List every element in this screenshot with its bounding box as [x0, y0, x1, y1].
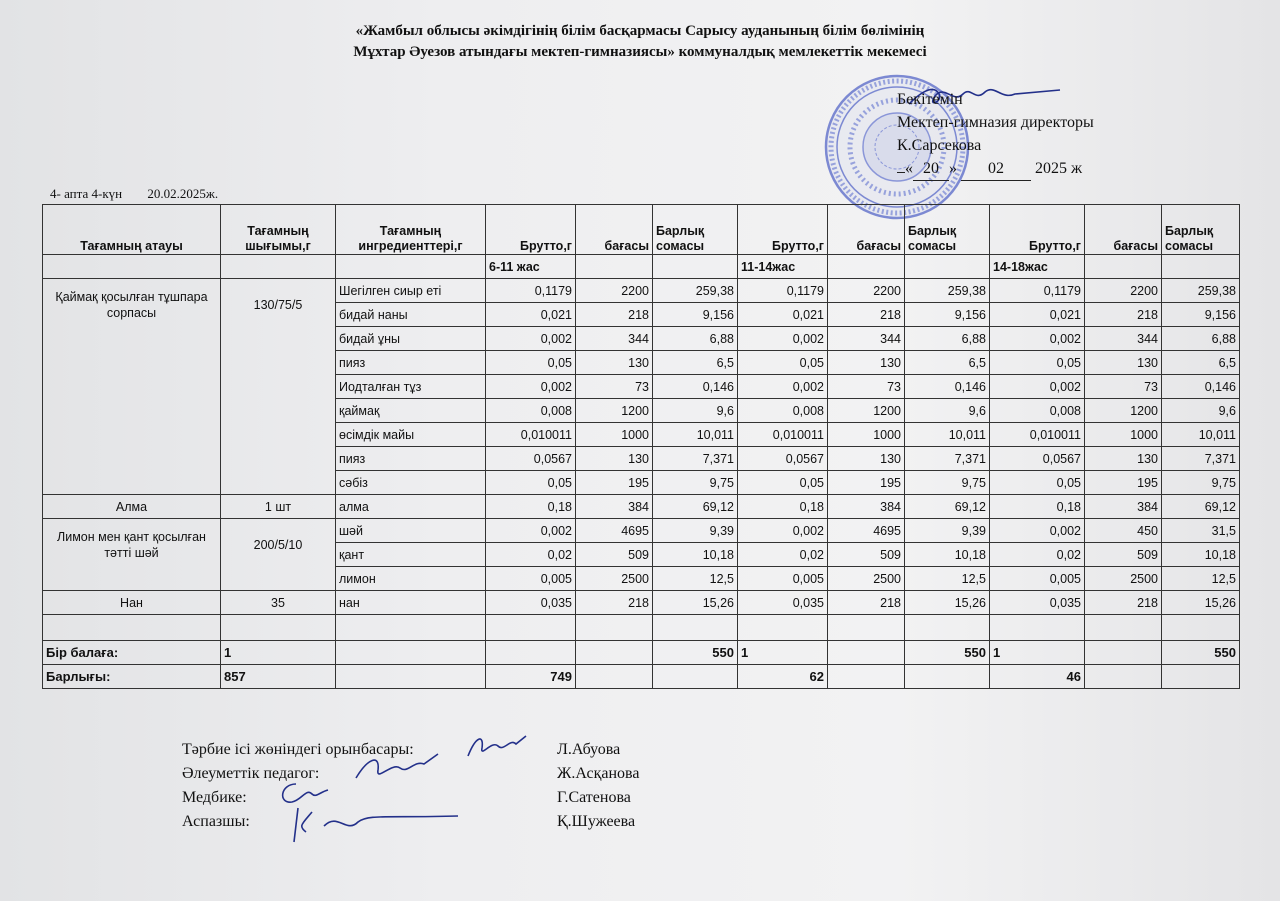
- value-cell: 9,6: [1162, 399, 1240, 423]
- value-cell: 12,5: [1162, 567, 1240, 591]
- value-cell: 10,18: [1162, 543, 1240, 567]
- value-cell: 0,05: [486, 351, 576, 375]
- value-cell: 15,26: [653, 591, 738, 615]
- value-cell: 384: [828, 495, 905, 519]
- table-row: [43, 519, 1240, 543]
- value-cell: 195: [576, 471, 653, 495]
- signer-name: Г.Сатенова: [557, 789, 631, 806]
- empty-cell: [576, 641, 653, 665]
- value-cell: 2500: [1085, 567, 1162, 591]
- value-cell: 9,39: [653, 519, 738, 543]
- value-cell: 9,75: [1162, 471, 1240, 495]
- value-cell: 0,008: [990, 399, 1085, 423]
- empty-cell: [486, 615, 576, 641]
- date-open-quote: «: [905, 160, 913, 177]
- value-cell: 1200: [576, 399, 653, 423]
- value-cell: 218: [828, 303, 905, 327]
- value-cell: 130: [1085, 447, 1162, 471]
- value-cell: 0,005: [486, 567, 576, 591]
- empty-cell: [336, 615, 486, 641]
- value-cell: 218: [576, 591, 653, 615]
- value-cell: 509: [828, 543, 905, 567]
- empty-cell: [1085, 665, 1162, 689]
- value-cell: 0,146: [653, 375, 738, 399]
- ingredient-name: қаймақ: [336, 399, 486, 423]
- table-row: [43, 591, 1240, 615]
- value-cell: 7,371: [653, 447, 738, 471]
- age-group-row: [43, 255, 1240, 279]
- value-cell: 10,011: [905, 423, 990, 447]
- value-cell: 0,002: [990, 519, 1085, 543]
- approval-position: Мектеп-гимназия директоры: [897, 114, 1094, 131]
- handwritten-signature: [462, 732, 532, 762]
- value-cell: 130: [828, 351, 905, 375]
- value-cell: 130: [1085, 351, 1162, 375]
- empty-cell: [1162, 665, 1240, 689]
- signer-role: Аспазшы:: [182, 813, 250, 830]
- ingredient-name: нан: [336, 591, 486, 615]
- total-cell: Барлығы:: [43, 665, 221, 689]
- value-cell: 0,002: [486, 375, 576, 399]
- per-child-cell: 550: [905, 641, 990, 665]
- value-cell: 0,008: [738, 399, 828, 423]
- value-cell: 0,1179: [990, 279, 1085, 303]
- value-cell: 7,371: [1162, 447, 1240, 471]
- empty-cell: [828, 665, 905, 689]
- value-cell: 0,002: [990, 327, 1085, 351]
- value-cell: 9,156: [653, 303, 738, 327]
- dish-name: Қаймақ қосылған тұшпара сорпасы: [43, 279, 221, 495]
- table-header-row: [43, 205, 1240, 255]
- empty-cell: [1162, 615, 1240, 641]
- value-cell: 0,005: [990, 567, 1085, 591]
- value-cell: 450: [1085, 519, 1162, 543]
- header-line-2: Мұхтар Әуезов атындағы мектеп-гимназиясы» коммуналдық мемлекеттік мекемесі: [353, 44, 927, 60]
- value-cell: 12,5: [653, 567, 738, 591]
- value-cell: 6,5: [1162, 351, 1240, 375]
- value-cell: 218: [1085, 303, 1162, 327]
- menu-table: [42, 204, 1240, 689]
- value-cell: 2200: [1085, 279, 1162, 303]
- empty-cell: [828, 615, 905, 641]
- value-cell: 10,011: [1162, 423, 1240, 447]
- total-row: [43, 665, 1240, 689]
- handwritten-signature: [288, 804, 463, 846]
- value-cell: 12,5: [905, 567, 990, 591]
- col-header: бағасы: [576, 205, 653, 255]
- value-cell: 7,371: [905, 447, 990, 471]
- value-cell: 0,02: [486, 543, 576, 567]
- table-row: [43, 279, 1240, 303]
- per-child-row: [43, 641, 1240, 665]
- value-cell: 0,0567: [990, 447, 1085, 471]
- ingredient-name: қант: [336, 543, 486, 567]
- empty-cell: [828, 641, 905, 665]
- col-header: Тағамның ингредиенттері,г: [336, 205, 486, 255]
- value-cell: 0,18: [990, 495, 1085, 519]
- value-cell: 9,75: [653, 471, 738, 495]
- value-cell: 6,88: [1162, 327, 1240, 351]
- value-cell: 0,035: [990, 591, 1085, 615]
- signer-name: Ж.Асқанова: [557, 765, 640, 782]
- empty-cell: [905, 615, 990, 641]
- value-cell: 4695: [828, 519, 905, 543]
- total-cell: 46: [990, 665, 1085, 689]
- value-cell: 9,39: [905, 519, 990, 543]
- per-child-cell: 550: [653, 641, 738, 665]
- value-cell: 0,021: [738, 303, 828, 327]
- value-cell: 259,38: [1162, 279, 1240, 303]
- value-cell: 15,26: [905, 591, 990, 615]
- value-cell: 69,12: [1162, 495, 1240, 519]
- empty-cell: [336, 641, 486, 665]
- ingredient-name: Шегілген сиыр еті: [336, 279, 486, 303]
- value-cell: 2500: [828, 567, 905, 591]
- value-cell: 0,0567: [486, 447, 576, 471]
- value-cell: 9,6: [905, 399, 990, 423]
- ingredient-name: лимон: [336, 567, 486, 591]
- document-header: [0, 21, 1280, 63]
- dish-yield: 130/75/5: [221, 279, 336, 495]
- value-cell: 31,5: [1162, 519, 1240, 543]
- value-cell: 2200: [576, 279, 653, 303]
- ingredient-name: Иодталған тұз: [336, 375, 486, 399]
- total-cell: 62: [738, 665, 828, 689]
- value-cell: 0,035: [486, 591, 576, 615]
- value-cell: 218: [828, 591, 905, 615]
- table-row: [43, 495, 1240, 519]
- col-header: бағасы: [828, 205, 905, 255]
- dish-yield: 35: [221, 591, 336, 615]
- age-group: 14-18жас: [990, 255, 1085, 279]
- signer-name: Қ.Шужеева: [557, 813, 636, 830]
- value-cell: 73: [576, 375, 653, 399]
- ingredient-name: өсімдік майы: [336, 423, 486, 447]
- value-cell: 0,035: [738, 591, 828, 615]
- total-cell: 857: [221, 665, 336, 689]
- col-header: Брутто,г: [486, 205, 576, 255]
- empty-cell: [653, 615, 738, 641]
- value-cell: 0,02: [990, 543, 1085, 567]
- value-cell: 0,010011: [990, 423, 1085, 447]
- signer-role: Тәрбие ісі жөніндегі орынбасары:: [182, 741, 414, 758]
- value-cell: 130: [576, 351, 653, 375]
- total-cell: 749: [486, 665, 576, 689]
- value-cell: 509: [1085, 543, 1162, 567]
- value-cell: 6,5: [653, 351, 738, 375]
- value-cell: 0,002: [738, 327, 828, 351]
- signer-name: Л.Абуова: [557, 741, 621, 758]
- value-cell: 0,18: [738, 495, 828, 519]
- signer-role: Медбике:: [182, 789, 247, 806]
- value-cell: 0,1179: [738, 279, 828, 303]
- empty-row: [43, 615, 1240, 641]
- empty-cell: [990, 615, 1085, 641]
- value-cell: 344: [1085, 327, 1162, 351]
- per-child-cell: 550: [1162, 641, 1240, 665]
- value-cell: 1000: [576, 423, 653, 447]
- empty-cell: [1085, 615, 1162, 641]
- value-cell: 384: [1085, 495, 1162, 519]
- value-cell: 0,0567: [738, 447, 828, 471]
- dish-yield: 200/5/10: [221, 519, 336, 591]
- value-cell: 6,5: [905, 351, 990, 375]
- value-cell: 0,02: [738, 543, 828, 567]
- empty-cell: [576, 615, 653, 641]
- value-cell: 15,26: [1162, 591, 1240, 615]
- value-cell: 195: [1085, 471, 1162, 495]
- age-group: 6-11 жас: [486, 255, 576, 279]
- value-cell: 0,002: [738, 519, 828, 543]
- value-cell: 6,88: [905, 327, 990, 351]
- dish-yield: 1 шт: [221, 495, 336, 519]
- value-cell: 1000: [1085, 423, 1162, 447]
- value-cell: 1200: [1085, 399, 1162, 423]
- col-header: Тағамның атауы: [43, 205, 221, 255]
- value-cell: 0,010011: [486, 423, 576, 447]
- empty-cell: [221, 615, 336, 641]
- value-cell: 218: [576, 303, 653, 327]
- col-header: Барлық сомасы: [1162, 205, 1240, 255]
- value-cell: 0,146: [905, 375, 990, 399]
- value-cell: 10,011: [653, 423, 738, 447]
- col-header: Брутто,г: [990, 205, 1085, 255]
- ingredient-name: пияз: [336, 351, 486, 375]
- dish-name: Лимон мен қант қосылған тәтті шәй: [43, 519, 221, 591]
- approval-date: [897, 157, 1094, 181]
- value-cell: 4695: [576, 519, 653, 543]
- ingredient-name: пияз: [336, 447, 486, 471]
- dish-name: Алма: [43, 495, 221, 519]
- value-cell: 130: [576, 447, 653, 471]
- col-header: Барлық сомасы: [653, 205, 738, 255]
- value-cell: 1200: [828, 399, 905, 423]
- menu-date: 20.02.2025ж.: [147, 186, 219, 201]
- dish-name: Нан: [43, 591, 221, 615]
- value-cell: 73: [1085, 375, 1162, 399]
- value-cell: 0,002: [738, 375, 828, 399]
- value-cell: 344: [576, 327, 653, 351]
- empty-cell: [576, 665, 653, 689]
- value-cell: 9,156: [905, 303, 990, 327]
- value-cell: 130: [828, 447, 905, 471]
- value-cell: 69,12: [653, 495, 738, 519]
- value-cell: 0,1179: [486, 279, 576, 303]
- value-cell: 9,6: [653, 399, 738, 423]
- value-cell: 384: [576, 495, 653, 519]
- ingredient-name: шәй: [336, 519, 486, 543]
- value-cell: 1000: [828, 423, 905, 447]
- value-cell: 259,38: [653, 279, 738, 303]
- value-cell: 6,88: [653, 327, 738, 351]
- week-day: 4- апта 4-күн: [50, 186, 123, 201]
- empty-cell: [905, 665, 990, 689]
- per-child-cell: 1: [221, 641, 336, 665]
- per-child-cell: 1: [738, 641, 828, 665]
- empty-cell: [1085, 641, 1162, 665]
- value-cell: 0,021: [486, 303, 576, 327]
- ingredient-name: сәбіз: [336, 471, 486, 495]
- value-cell: 9,75: [905, 471, 990, 495]
- approval-name: К.Сарсекова: [897, 137, 982, 154]
- col-header: Барлық сомасы: [905, 205, 990, 255]
- col-header: Брутто,г: [738, 205, 828, 255]
- value-cell: 509: [576, 543, 653, 567]
- ingredient-name: алма: [336, 495, 486, 519]
- value-cell: 344: [828, 327, 905, 351]
- value-cell: 9,156: [1162, 303, 1240, 327]
- empty-cell: [43, 615, 221, 641]
- value-cell: 0,002: [486, 519, 576, 543]
- value-cell: 0,010011: [738, 423, 828, 447]
- value-cell: 2500: [576, 567, 653, 591]
- value-cell: 10,18: [653, 543, 738, 567]
- header-line-1: «Жамбыл облысы әкімдігінің білім басқармасы Сарысу ауданының білім бөлімінің: [355, 23, 925, 39]
- value-cell: 259,38: [905, 279, 990, 303]
- signer-role: Әлеуметтік педагог:: [182, 765, 320, 782]
- value-cell: 2200: [828, 279, 905, 303]
- value-cell: 0,05: [486, 471, 576, 495]
- col-header: Тағамның шығымы,г: [221, 205, 336, 255]
- value-cell: 0,021: [990, 303, 1085, 327]
- value-cell: 69,12: [905, 495, 990, 519]
- handwritten-signature: [352, 752, 442, 784]
- empty-cell: [653, 665, 738, 689]
- value-cell: 0,05: [990, 471, 1085, 495]
- value-cell: 0,002: [990, 375, 1085, 399]
- approval-block: [897, 88, 1094, 181]
- approval-year: 2025 ж: [1035, 160, 1083, 177]
- per-child-cell: 1: [990, 641, 1085, 665]
- ingredient-name: бидай ұны: [336, 327, 486, 351]
- value-cell: 218: [1085, 591, 1162, 615]
- value-cell: 10,18: [905, 543, 990, 567]
- value-cell: 0,18: [486, 495, 576, 519]
- value-cell: 0,002: [486, 327, 576, 351]
- value-cell: 0,005: [738, 567, 828, 591]
- per-child-cell: Бір балаға:: [43, 641, 221, 665]
- approval-title: Бекітемін: [897, 91, 963, 108]
- ingredient-name: бидай наны: [336, 303, 486, 327]
- empty-cell: [336, 665, 486, 689]
- empty-cell: [486, 641, 576, 665]
- value-cell: 0,05: [738, 351, 828, 375]
- value-cell: 0,05: [738, 471, 828, 495]
- age-group: 11-14жас: [738, 255, 828, 279]
- value-cell: 0,146: [1162, 375, 1240, 399]
- menu-date-line: [50, 186, 240, 202]
- value-cell: 0,008: [486, 399, 576, 423]
- value-cell: 195: [828, 471, 905, 495]
- date-close-quote: »: [949, 160, 957, 177]
- col-header: бағасы: [1085, 205, 1162, 255]
- value-cell: 0,05: [990, 351, 1085, 375]
- value-cell: 73: [828, 375, 905, 399]
- empty-cell: [738, 615, 828, 641]
- approval-month: 02: [961, 157, 1031, 181]
- approval-day: 20: [913, 157, 949, 181]
